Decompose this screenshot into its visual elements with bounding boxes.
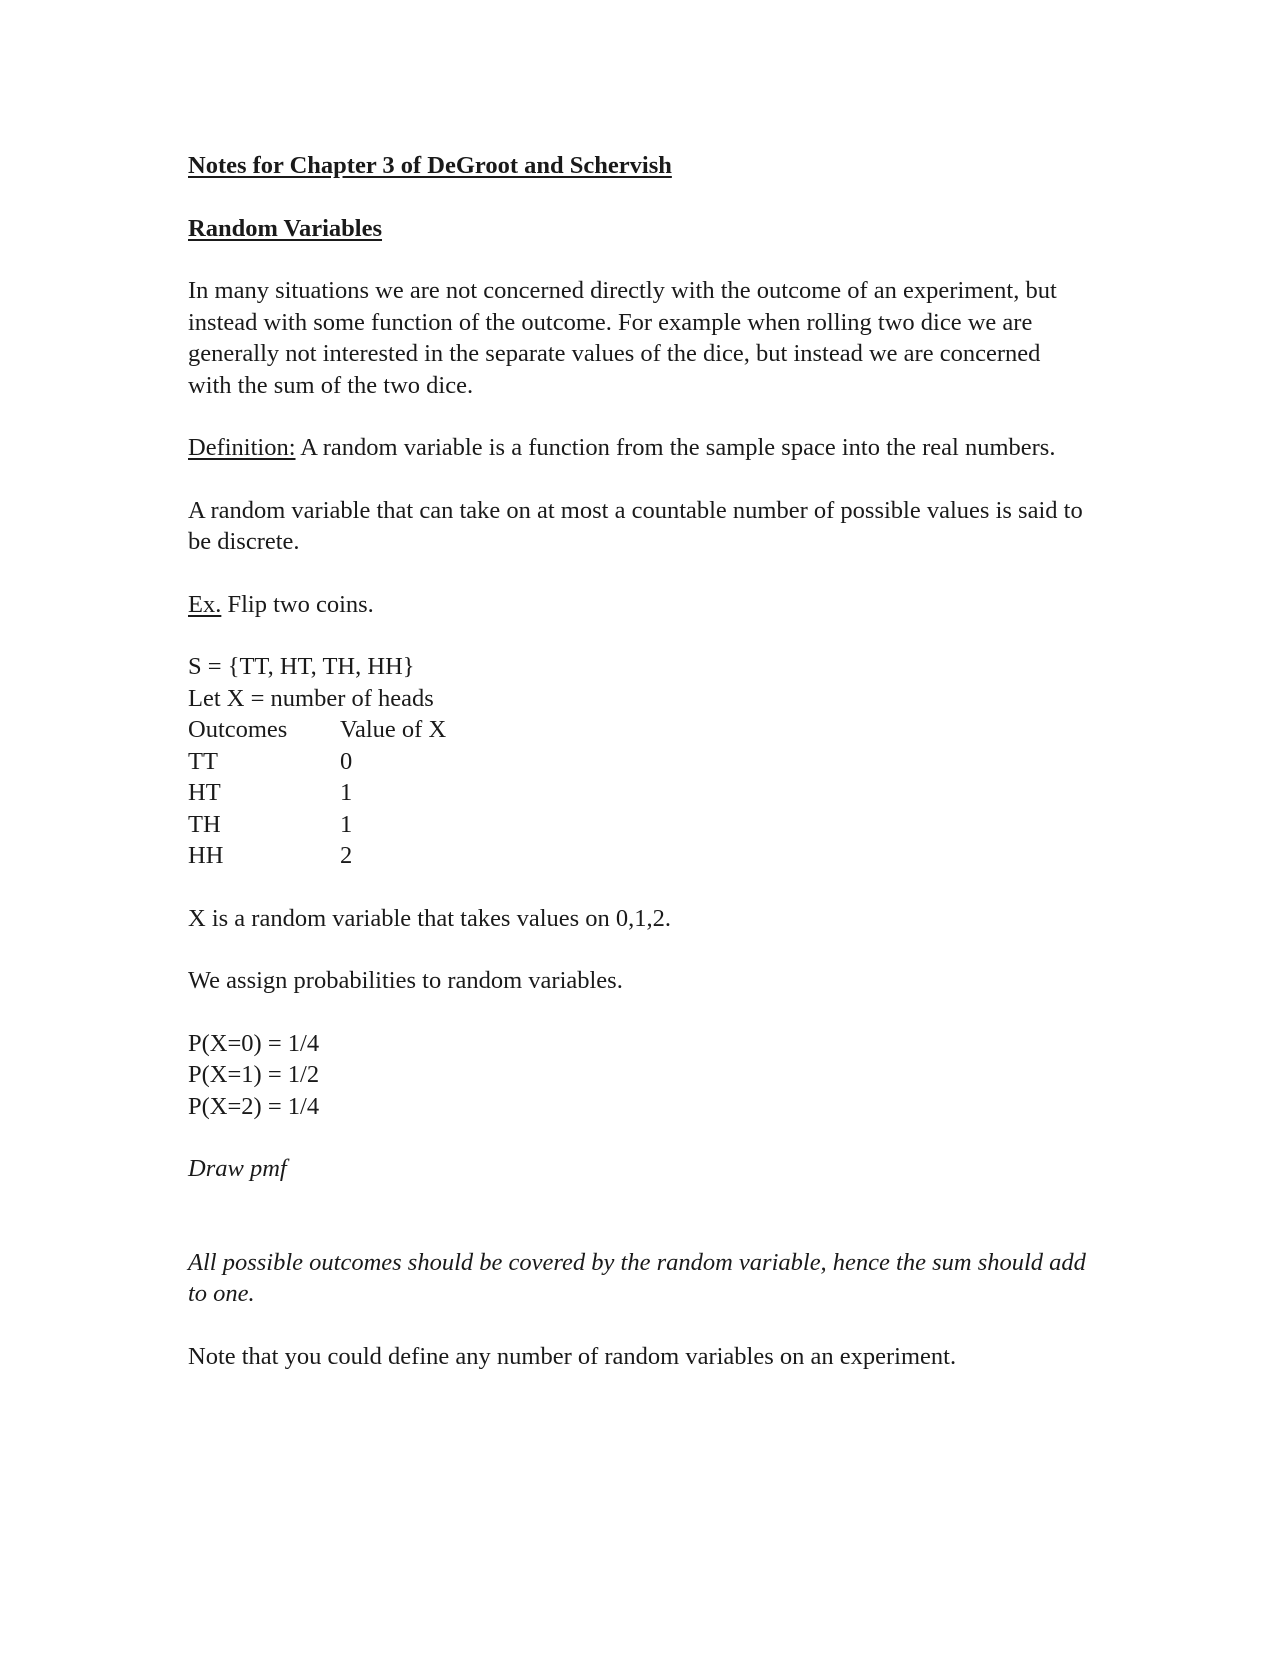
intro-paragraph: In many situations we are not concerned directly with the outcome of an experiment, but instead with some function of the outcome. For example when rolling two dice we are generally not interested in the separate values of the dice, but instead we are concerned with the sum of the two dice.: [188, 277, 1057, 399]
table-cell-value: 1: [340, 779, 353, 806]
table-row: [188, 746, 1088, 778]
table-header-row: [188, 714, 1088, 746]
probability-line: P(X=2) = 1/4: [188, 1092, 320, 1120]
definition-paragraph: [188, 432, 1088, 464]
table-header-outcomes: Outcomes: [188, 716, 288, 743]
table-cell-outcome: HT: [188, 779, 221, 806]
example-label: Ex.: [188, 590, 222, 618]
final-note: Note that you could define any number of random variables on an experiment.: [188, 1342, 957, 1370]
discrete-paragraph: A random variable that can take on at most a countable number of possible values is said to be discrete.: [188, 496, 1083, 555]
table-cell-value: 1: [340, 810, 353, 838]
probability-line: P(X=1) = 1/2: [188, 1061, 320, 1088]
x-values-sentence: X is a random variable that takes values on 0,1,2.: [188, 904, 672, 932]
table-row: [188, 777, 1088, 809]
assign-sentence: We assign probabilities to random variables.: [188, 967, 623, 994]
table-row: [188, 840, 1088, 872]
outcomes-table: [188, 714, 1088, 872]
document-title: Notes for Chapter 3 of DeGroot and Schervish: [188, 152, 672, 179]
definition-text: A random variable is a function from the sample space into the real numbers.: [295, 434, 1056, 461]
document-page: [188, 150, 1088, 1372]
probability-list: [188, 1028, 1088, 1123]
probability-line: P(X=0) = 1/4: [188, 1029, 320, 1057]
sample-space: S = {TT, HT, TH, HH}: [188, 653, 415, 680]
table-cell-value: 0: [340, 747, 353, 775]
example-paragraph: [188, 589, 1088, 621]
table-cell-outcome: TT: [188, 747, 218, 775]
definition-label: Definition:: [188, 434, 296, 461]
table-cell-outcome: HH: [188, 842, 224, 869]
section-heading: Random Variables: [188, 214, 383, 242]
italic-note: All possible outcomes should be covered by the random variable, hence the sum should add to one.: [188, 1248, 1086, 1307]
table-row: [188, 809, 1088, 841]
table-header-value: Value of X: [340, 716, 447, 743]
table-cell-outcome: TH: [188, 810, 221, 838]
draw-pmf-note: Draw pmf: [188, 1155, 287, 1182]
example-text: Flip two coins.: [221, 590, 374, 618]
table-cell-value: 2: [340, 842, 353, 869]
let-x-definition: Let X = number of heads: [188, 684, 434, 712]
